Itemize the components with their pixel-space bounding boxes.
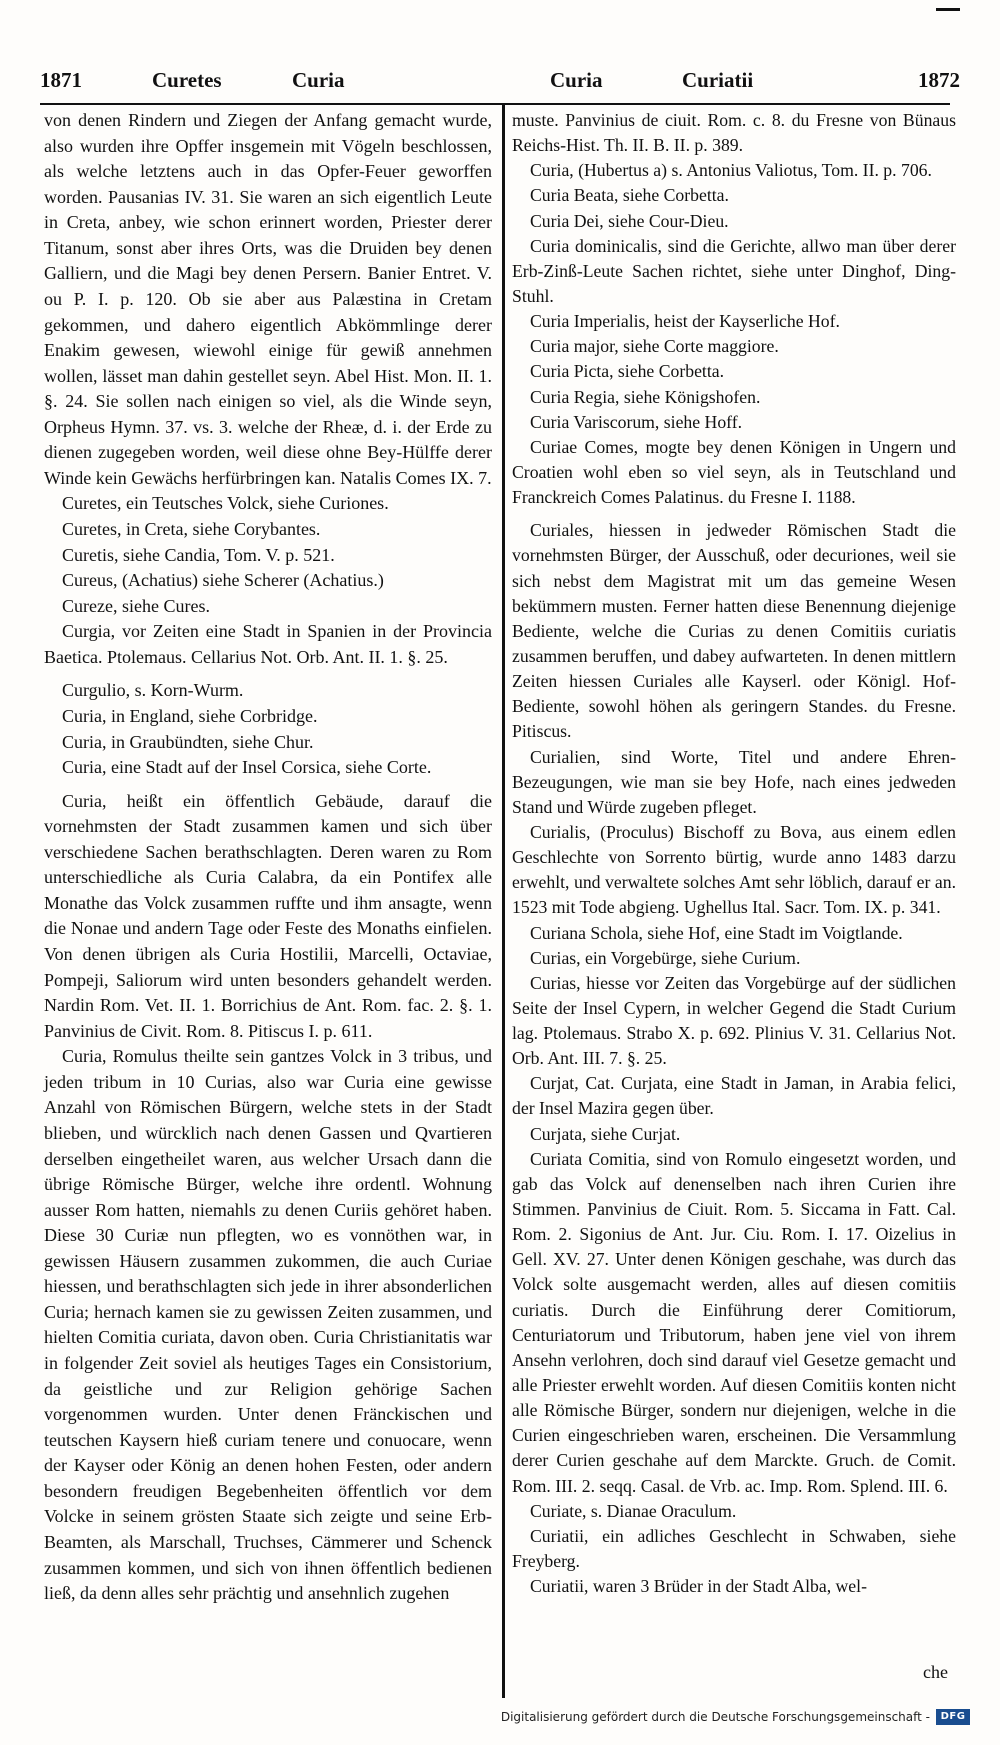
- dictionary-entry: muste. Panvinius de ciuit. Rom. c. 8. du Fresne von Bünaus Reichs-Hist. Th. II. B. II. p. 389.: [512, 110, 956, 156]
- footer-text: Digitalisierung gefördert durch die Deutsche Forschungsgemeinschaft -: [500, 1710, 930, 1724]
- page-header: [40, 68, 960, 102]
- dictionary-entry: Curgia, vor Zeiten eine Stadt in Spanien in der Provincia Baetica. Ptolemaus. Cellarius Not. Orb. Ant. II. 1. §. 25.: [44, 621, 492, 667]
- dictionary-entry: Curia major, siehe Corte maggiore.: [530, 336, 779, 357]
- corner-mark: [936, 0, 960, 11]
- dictionary-entry: von denen Rindern und Ziegen der Anfang gemacht wurde, also wurden ihre Opffer insgemein mit Vögeln beschlossen, als welche letztens auch in das Opfer-Feuer geworffen worden. Pausanias IV. 31. Sie waren an sich eigentlich Leute in Creta, anbey, wie schon erinnert worden, Priester derer Titanum, sonst aber ihres Orts, was die Druiden bey denen Galliern, und die Magi bey denen Persern. Banier Entret. V. ou P. I. p. 120. Ob sie aber aus Palæstina in Cretam gekommen, und dahero eigentlich Abkömmlinge derer Enakim gewesen, wiewohl einige für gewiß annehmen wollen, lässet man dahin gestellet seyn. Abel Hist. Mon. II. 1. §. 24. Sie sollen nach einigen so viel, als die Winde seyn, Orpheus Hymn. 37. vs. 3. welche der Rheæ, d. i. der Erde zu dienen zugegeben worden, weil diese ohne Bey-Hülffe derer Winde kein Gewächs herfürbringen kan. Natalis Comes IX. 7.: [44, 110, 492, 488]
- dictionary-entry: Curialien, sind Worte, Titel und andere Ehren-Bezeugungen, wie man sie bey Hofe, nach eines jedweden Stand und Würde zugeben pfleget.: [512, 746, 956, 817]
- dictionary-entry: Curjata, siehe Curjat.: [530, 1123, 681, 1144]
- dictionary-entry: Curia, Romulus theilte sein gantzes Volck in 3 tribus, und jeden tribum in 10 Curias, also war Curia eine gewisse Anzahl von Römischen Bürgern, welche stets in der Stadt blieben, und würcklich nach denen Gassen und Qvartieren derselben eingetheilet waren, aus welcher Ursach dann die übrige Römische Bürger, welche ihre ordentl. Wohnung ausser Rom hatten, niemahls zu denen Curiis gehöret haben. Diese 30 Curiæ nun pflegten, wo es vonnöthen war, in gewissen Häusern zusammen zukommen, die auch Curiae hiessen, und berathschlagten sich jede in ihrer absonderlichen Curia; hernach kamen sie zu gewissen Zeiten zusammen, und hielten Comitia curiata, davon oben. Curia Christianitatis war in folgender Zeit soviel als heutiges Tages ein Consistorium, da geistliche und zur Religion gehörige Sachen vorgenommen wurden. Unter denen Fränckischen und teutschen Kaysern hieß curiam tenere und conuocare, wenn der Kayser oder König an denen hohen Festen, oder andern besondern freudigen Begebenheiten öffentlich vor dem Volcke in seinem grösten Staate sich zeigte und seine Erb-Beamten, als Marschall, Truchses, Cämmerer und Schenck zusammen kommen, und sich von ihnen öffentlich bedienen ließ, da denn alles sehr prächtig und ansehnlich zugehen: [44, 1046, 492, 1604]
- dictionary-entry: Curia Picta, siehe Corbetta.: [530, 361, 725, 382]
- dictionary-entry: Curia Variscorum, siehe Hoff.: [530, 411, 743, 432]
- dictionary-entry: Curetis, siehe Candia, Tom. V. p. 521.: [62, 544, 335, 565]
- dictionary-entry: Curialis, (Proculus) Bischoff zu Bova, aus einem edlen Geschlechte von Sorrento bürtig, wurde anno 1483 darzu erwehlt, und verwaltete solches Amt sehr löblich, darauf er an. 1523 mit Tode abgieng. Ughellus Ital. Sacr. Tom. IX. p. 341.: [512, 821, 956, 918]
- header-rule: [40, 103, 950, 105]
- dictionary-entry: Curia dominicalis, sind die Gerichte, allwo man über derer Erb-Zinß-Leute Sachen richtet, siehe unter Dinghof, Ding-Stuhl.: [512, 235, 956, 306]
- dictionary-entry: Curia, (Hubertus a) s. Antonius Valiotus, Tom. II. p. 706.: [530, 160, 932, 181]
- dictionary-entry: Curetes, in Creta, siehe Corybantes.: [62, 519, 321, 539]
- dictionary-entry: Curiate, s. Dianae Oraculum.: [530, 1500, 737, 1521]
- dictionary-entry: Cureze, siehe Cures.: [62, 595, 210, 616]
- right-page-number: 1872: [918, 68, 960, 92]
- right-catch-word-1: Curia: [550, 68, 603, 92]
- right-catch-word-2: Curiatii: [682, 68, 754, 92]
- column-divider: [502, 103, 505, 1698]
- dictionary-entry: Curia, eine Stadt auf der Insel Corsica, siehe Corte.: [62, 757, 432, 778]
- footer: [501, 1709, 970, 1725]
- dictionary-entry: Curia Beata, siehe Corbetta.: [530, 185, 729, 206]
- dictionary-entry: Curgulio, s. Korn-Wurm.: [62, 680, 244, 701]
- dictionary-entry: Curia Regia, siehe Königshofen.: [530, 386, 761, 407]
- left-catch-word-2: Curia: [292, 68, 345, 92]
- left-page-number: 1871: [40, 68, 82, 92]
- dfg-logo-icon: DFG: [936, 1709, 970, 1725]
- right-column: [512, 108, 956, 1599]
- dictionary-entry: Curjat, Cat. Curjata, eine Stadt in Jaman, in Arabia felici, der Insel Mazira gegen über.: [512, 1073, 956, 1119]
- left-catch-word-1: Curetes: [152, 68, 222, 92]
- dictionary-entry: Curiata Comitia, sind von Romulo eingesetzt worden, und gab das Volck auf denenselben nach ihren Curien ihre Stimmen. Panvinius de Ciuit. Rom. 5. Siccama in Fatt. Cal. Rom. 2. Sigonius de Ant. Jur. Ciu. Rom. I. 17. Oizelius in Gell. XV. 27. Unter denen Königen geschahe, was durch das Volck solte ausgemacht werden, alles auf diesen comitiis curiatis. Durch die Einführung derer Comitiorum, Centuriatorum und Tributorum, haben jene viel von ihrem Ansehn verlohren, doch sind darauf viel Gesetze gemacht und alle Priester erwehlt worden. Auf diesen Comitiis konten nicht alle Römische Bürger, sondern nur diejenigen, welche in die Curien eingeschrieben waren, erscheinen. Die Versammlung derer Curien geschahe auf dem Marckte. Gruch. de Comit. Rom. III. 2. seqq. Casal. de Vrb. ac. Imp. Rom. Splend. III. 6.: [512, 1148, 956, 1496]
- dictionary-entry: Curia, heißt ein öffentlich Gebäude, darauf die vornehmsten der Stadt zusammen kamen und sich über verschiedene Sachen berathschlagten. Deren waren zu Rom unterschiedliche als Curia Calabra, da ein Pontifex alle Monathe das Volck zusammen ruffte und ihm ansagte, wenn die Nonae und andern Tage oder Feste des Monaths einfielen. Von denen übrigen als Curia Hostilii, Marcelli, Octaviae, Pompeji, Saliorum wird unten besonders gehandelt werden. Nardin Rom. Vet. II. 1. Borrichius de Ant. Rom. fac. 2. §. 1. Panvinius de Civit. Rom. 8. Pitiscus I. p. 611.: [44, 790, 492, 1041]
- dictionary-entry: Curia, in Graubündten, siehe Chur.: [62, 731, 314, 752]
- dictionary-entry: Curias, hiesse vor Zeiten das Vorgebürge auf der südlichen Seite der Insel Cypern, in welcher Gegend die Stadt Curium lag. Ptolemaus. Strabo X. p. 692. Plinius V. 31. Cellarius Not. Orb. Ant. III. 7. §. 25.: [512, 972, 956, 1069]
- dictionary-entry: Cureus, (Achatius) siehe Scherer (Achatius.): [62, 570, 384, 591]
- left-column: [44, 108, 492, 1607]
- dictionary-entry: Curiales, hiessen in jedweder Römischen Stadt die vornehmsten Bürger, der Ausschuß, oder decuriones, weil sie sich nebst dem Magistrat mit um das gemeine Wesen bekümmern musten. Ferner hatten diese Benennung diejenige Bediente, welche die Curias zu denen Comitiis curiatis zusammen beruffen, und dabey aufwarteten. In denen mittlern Zeiten hiessen Curiales alle Kayserl. oder Königl. Hof-Bediente, sowohl höhen als geringern Standes. du Fresne. Pitiscus.: [512, 520, 956, 742]
- dictionary-entry: Curia Dei, siehe Cour-Dieu.: [530, 210, 729, 231]
- dictionary-entry: Curia, in England, siehe Corbridge.: [62, 705, 318, 726]
- dictionary-entry: Curias, ein Vorgebürge, siehe Curium.: [530, 947, 801, 968]
- dictionary-entry: Curiatii, waren 3 Brüder in der Stadt Alba, wel-: [530, 1576, 867, 1597]
- dictionary-entry: Curia Imperialis, heist der Kayserliche Hof.: [530, 311, 840, 332]
- dictionary-entry: Curetes, ein Teutsches Volck, siehe Curiones.: [62, 493, 389, 514]
- dictionary-entry: Curiana Schola, siehe Hof, eine Stadt im Voigtlande.: [530, 922, 903, 943]
- dictionary-entry: Curiae Comes, mogte bey denen Königen in Ungern und Croatien wohl eben so viel seyn, als in Teutschland und Franckreich Comes Palatinus. du Fresne I. 1188.: [512, 436, 956, 508]
- catchword: che: [923, 1662, 948, 1682]
- dictionary-entry: Curiatii, ein adliches Geschlecht in Schwaben, siehe Freyberg.: [512, 1525, 956, 1572]
